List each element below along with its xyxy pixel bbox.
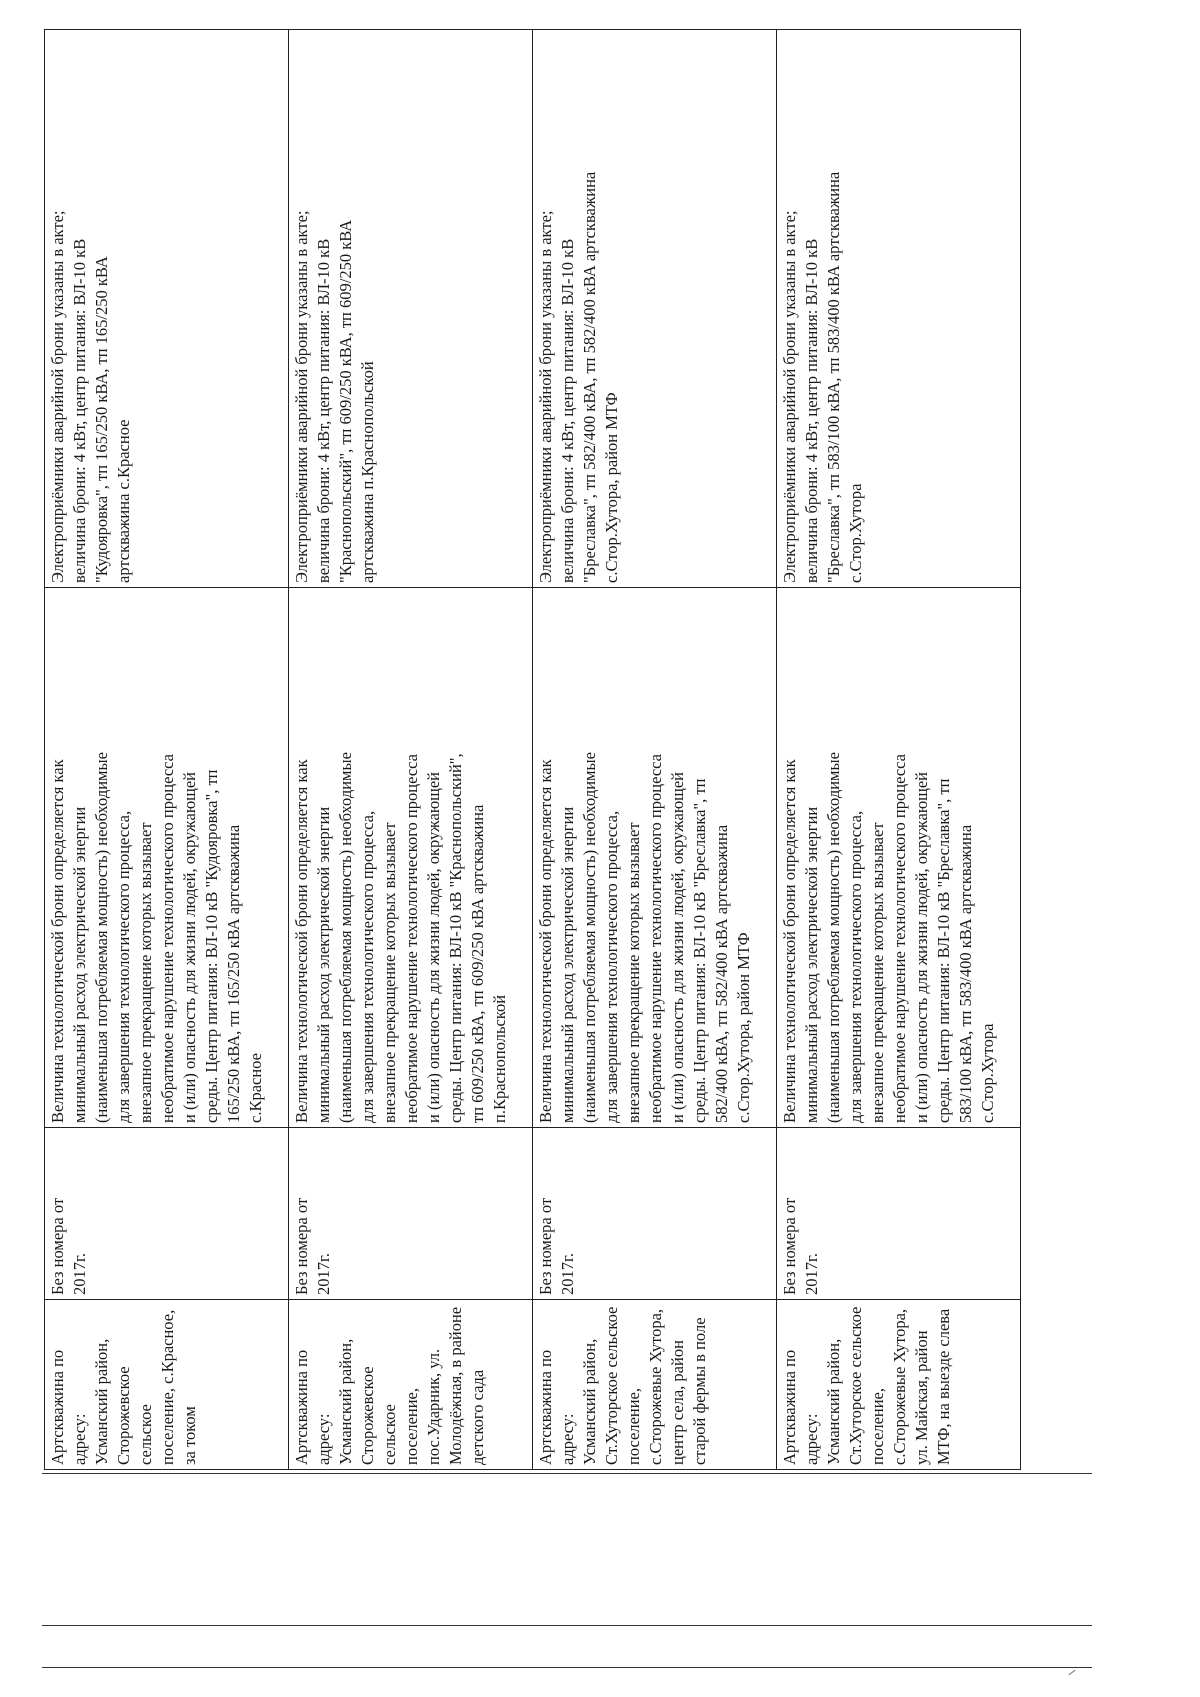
horizontal-rule (42, 1473, 1092, 1474)
emergency-reserve-table (44, 29, 1021, 1470)
address-cell: Артскважина по адресу: Усманский район, Сторожевское сельское поселение, с.Красное, за током (45, 1300, 289, 1470)
electric-receivers-cell: Электроприёмники аварийной брони указаны в акте; величина брони: 4 кВт, центр питания: ВЛ-10 кВ "Бреславка", тп 582/400 кВА, тп 582/400 кВА артскважина с.Стор.Хутора, район МТФ (533, 30, 777, 588)
table-row (533, 30, 777, 1470)
description-cell: Величина технологической брони определяется как минимальный расход электрической энергии (наименьшая потребляемая мощность) необходимые для завершения технологического процесса, внезапное прекращение которых вызывает необратимое нарушение технологического процесса и (или) опасность для жизни людей, окружающей среды. Центр питания: ВЛ-10 кВ "Бреславка", тп 582/400 кВА, тп 582/400 кВА артскважина с.Стор.Хутора, район МТФ (533, 588, 777, 1128)
table-row (289, 30, 533, 1470)
electric-receivers-cell: Электроприёмники аварийной брони указаны в акте; величина брони: 4 кВт, центр питания: ВЛ-10 кВ "Бреславка", тп 583/100 кВА, тп 583/400 кВА артскважина с.Стор.Хутора (777, 30, 1021, 588)
document-cell: Без номера от 2017г. (777, 1128, 1021, 1300)
description-cell: Величина технологической брони определяется как минимальный расход электрической энергии (наименьшая потребляемая мощность) необходимые для завершения технологического процесса, внезапное прекращение которых вызывает необратимое нарушение технологического процесса и (или) опасность для жизни людей, окружающей среды. Центр питания: ВЛ-10 кВ "Кудояровка", тп 165/250 кВА, тп 165/250 кВА артскважина с.Красное (45, 588, 289, 1128)
document-cell: Без номера от 2017г. (289, 1128, 533, 1300)
description-cell: Величина технологической брони определяется как минимальный расход электрической энергии (наименьшая потребляемая мощность) необходимые для завершения технологического процесса, внезапное прекращение которых вызывает необратимое нарушение технологического процесса и (или) опасность для жизни людей, окружающей среды. Центр питания: ВЛ-10 кВ "Краснопольский", тп 609/250 кВА, тп 609/250 кВА артскважина п.Краснопольской (289, 588, 533, 1128)
table-row (45, 30, 289, 1470)
address-cell: Артскважина по адресу: Усманский район, Ст.Хуторское сельское поселение, с.Сторожевые Хутора, ул. Майская, район МТФ, на выезде слева (777, 1300, 1021, 1470)
description-cell: Величина технологической брони определяется как минимальный расход электрической энергии (наименьшая потребляемая мощность) необходимые для завершения технологического процесса, внезапное прекращение которых вызывает необратимое нарушение технологического процесса и (или) опасность для жизни людей, окружающей среды. Центр питания: ВЛ-10 кВ "Бреславка", тп 583/100 кВА, тп 583/400 кВА артскважина с.Стор.Хутора (777, 588, 1021, 1128)
horizontal-rule (42, 1667, 1092, 1668)
address-cell: Артскважина по адресу: Усманский район, Сторожевское сельское поселение, пос.Ударник, ул. Молодёжная, в районе детского сада (289, 1300, 533, 1470)
electric-receivers-cell: Электроприёмники аварийной брони указаны в акте; величина брони: 4 кВт, центр питания: ВЛ-10 кВ "Краснопольский", тп 609/250 кВА, тп 609/250 кВА артскважина п.Краснопольской (289, 30, 533, 588)
electric-receivers-cell: Электроприёмники аварийной брони указаны в акте; величина брони: 4 кВт, центр питания: ВЛ-10 кВ "Кудояровка", тп 165/250 кВА, тп 165/250 кВА артскважина с.Красное (45, 30, 289, 588)
horizontal-rule (42, 1625, 1092, 1626)
address-cell: Артскважина по адресу: Усманский район, Ст.Хуторское сельское поселение, с.Сторожевые Хутора, центр села, район старой фермы в поле (533, 1300, 777, 1470)
document-cell: Без номера от 2017г. (533, 1128, 777, 1300)
table-row (777, 30, 1021, 1470)
document-cell: Без номера от 2017г. (45, 1128, 289, 1300)
